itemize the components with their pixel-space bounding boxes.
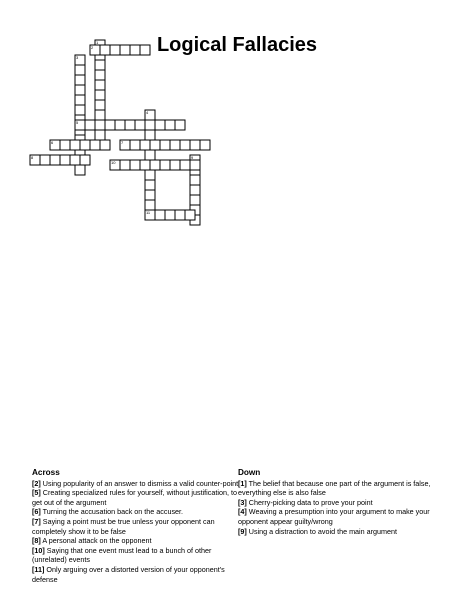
across-heading: Across [32,468,60,477]
clue-text: Using a distraction to avoid the main argument [246,526,398,536]
clue-number: [3] [238,497,247,507]
grid-cell[interactable] [150,160,160,170]
across-clue [32,517,240,536]
grid-cell[interactable] [170,160,180,170]
grid-cell[interactable] [95,60,105,70]
clue-text: Only arguing over a distorted version of your opponent's defense [32,564,225,584]
cell-number: 1 [96,40,99,45]
grid-cell[interactable] [80,140,90,150]
grid-cell[interactable] [60,155,70,165]
grid-cell[interactable] [190,175,200,185]
grid-cell[interactable] [130,45,140,55]
cell-number: 10 [111,160,116,165]
clue-number: [9] [238,526,247,536]
page-title: Logical Fallacies [156,34,318,56]
grid-cell[interactable] [85,120,95,130]
clue-text: Weaving a presumption into your argument to make your opponent appear guilty/wrong [238,507,430,526]
grid-cell[interactable] [95,90,105,100]
grid-cell[interactable] [175,120,185,130]
grid-cell[interactable] [140,140,150,150]
grid-cell[interactable] [160,140,170,150]
cell-number: 7 [121,140,124,145]
clue-number: [8] [32,536,41,546]
grid-cell[interactable] [155,210,165,220]
clue-number: [11] [32,564,45,574]
grid-cell[interactable] [175,210,185,220]
grid-cell[interactable] [160,160,170,170]
grid-cell[interactable] [145,120,155,130]
clue-text: Creating specialized rules for yourself, without justification, to get out of the argument [32,488,237,507]
cell-number: 5 [76,120,79,125]
grid-cell[interactable] [115,120,125,130]
grid-cell[interactable] [145,150,155,160]
grid-cell[interactable] [135,120,145,130]
cell-number: 11 [146,210,151,215]
grid-cell[interactable] [60,140,70,150]
cell-number: 3 [76,55,79,60]
down-clues [238,468,448,536]
clue-number: [10] [32,545,45,555]
clue-text: Saying that one event must lead to a bunch of other (unrelated) events [32,545,212,565]
clue-text: Cherry-picking data to prove your point [246,497,373,507]
cell-number: 4 [146,110,149,115]
across-clue [32,546,240,565]
grid-cell[interactable] [95,130,105,140]
grid-cell[interactable] [170,140,180,150]
grid-cell[interactable] [75,105,85,115]
grid-cell[interactable] [100,140,110,150]
grid-cell[interactable] [140,45,150,55]
clue-text: A personal attack on the opponent [40,536,152,546]
clue-text: The belief that because one part of the argument is false, everything else is also false [238,478,431,498]
across-clue [32,536,240,546]
down-clue [238,479,448,498]
down-clue [238,507,448,526]
grid-cell[interactable] [120,45,130,55]
across-clue [32,479,240,489]
down-clue-list [238,479,448,537]
grid-cell[interactable] [95,110,105,120]
grid-cell[interactable] [95,100,105,110]
grid-cell[interactable] [75,95,85,105]
grid-cell[interactable] [155,120,165,130]
grid-cell[interactable] [165,210,175,220]
grid-cell[interactable] [95,70,105,80]
grid-cell[interactable] [145,200,155,210]
grid-cell[interactable] [145,170,155,180]
grid-cell[interactable] [130,140,140,150]
grid-cell[interactable] [190,185,200,195]
grid-cell[interactable] [150,140,160,150]
cell-number: 8 [31,155,34,160]
grid-cell[interactable] [70,140,80,150]
grid-cell[interactable] [120,160,130,170]
grid-cell[interactable] [75,75,85,85]
clue-text: Using popularity of an answer to dismiss a valid counter-point [40,478,239,488]
clue-text: Saying a point must be true unless your opponent can completely show it to be false [32,516,215,536]
grid-cell[interactable] [75,85,85,95]
grid-cell[interactable] [145,130,155,140]
grid-cell[interactable] [190,160,200,170]
grid-cell[interactable] [105,120,115,130]
grid-cell[interactable] [100,45,110,55]
across-clue-list [32,479,240,585]
across-clue [32,565,240,584]
grid-cell[interactable] [165,120,175,130]
grid-cell[interactable] [50,155,60,165]
grid-cell[interactable] [180,140,190,150]
grid-cell[interactable] [185,210,195,220]
grid-cell[interactable] [140,160,150,170]
cell-number: 9 [191,155,194,160]
grid-cell[interactable] [130,160,140,170]
grid-cell[interactable] [145,180,155,190]
grid-cell[interactable] [180,160,190,170]
clue-number: [1] [238,478,247,488]
across-clue [32,507,240,517]
grid-cell[interactable] [90,140,100,150]
grid-cell[interactable] [70,155,80,165]
clue-number: [6] [32,507,41,517]
down-clue [238,498,448,508]
grid-cell[interactable] [40,155,50,165]
grid-cell[interactable] [190,140,200,150]
grid-cell[interactable] [200,140,210,150]
clue-number: [5] [32,488,41,498]
grid-cell[interactable] [80,155,90,165]
grid-cell[interactable] [95,80,105,90]
grid-cell[interactable] [75,165,85,175]
down-heading: Down [238,468,261,477]
cell-number: 2 [91,45,94,50]
grid-cell[interactable] [145,190,155,200]
clue-text: Turning the accusation back on the accuser. [40,507,184,517]
grid-cell[interactable] [75,65,85,75]
cell-number: 6 [51,140,54,145]
grid-cell[interactable] [190,195,200,205]
across-clue [32,488,240,507]
clue-number: [4] [238,507,247,517]
grid-cell[interactable] [95,120,105,130]
clue-number: [2] [32,478,41,488]
clue-number: [7] [32,516,41,526]
grid-cell[interactable] [110,45,120,55]
across-clues [32,468,240,584]
grid-cell[interactable] [125,120,135,130]
down-clue [238,527,448,537]
